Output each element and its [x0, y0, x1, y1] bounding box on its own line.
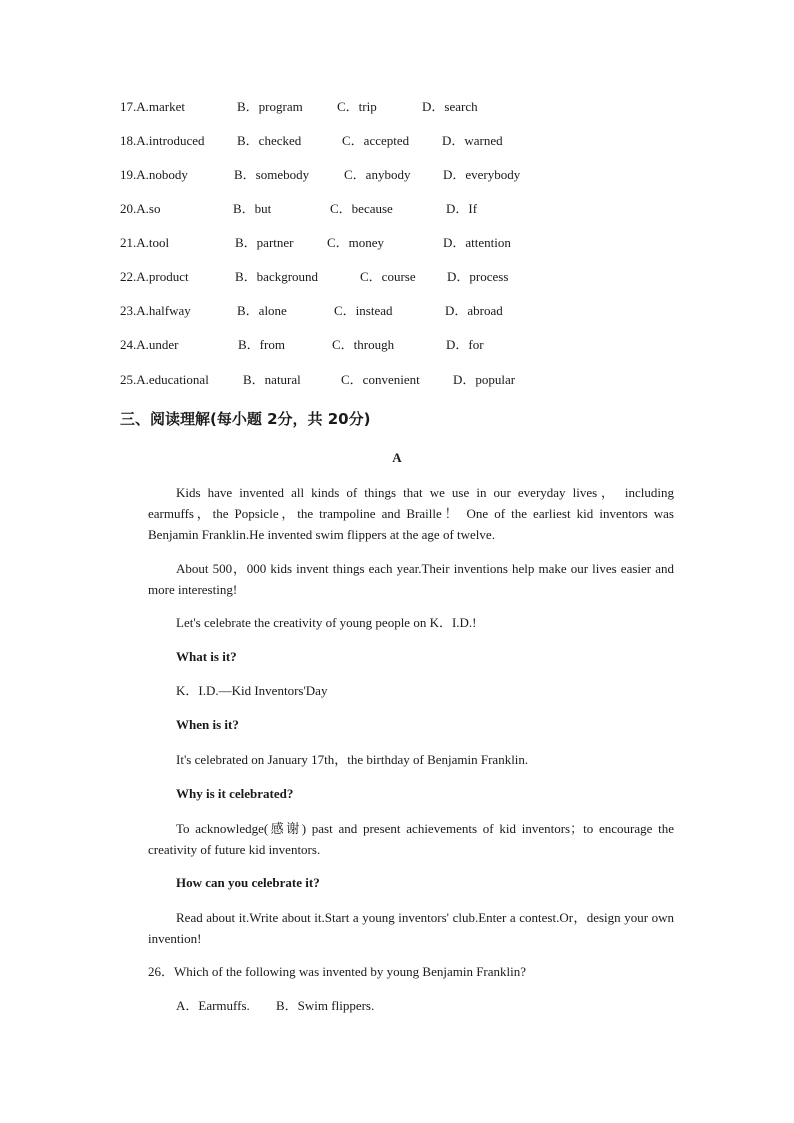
answer-what: K．I.D.—Kid Inventors'Day: [176, 683, 328, 698]
option-c: C．instead: [334, 303, 393, 318]
question-26-option-a: A．Earmuffs.: [176, 998, 250, 1013]
option-c: C．because: [330, 201, 393, 216]
option-d: D．abroad: [445, 303, 503, 318]
option-d: D．everybody: [443, 167, 521, 182]
option-b: B．but: [233, 201, 272, 216]
passage-paragraph-1: Kids have invented all kinds of things that we use in our everyday lives， including earmuffs，the Popsicle，the trampoline and Braille！ One of the earliest kid inventors was Benjamin Franklin.He invented swim flippers at the age of twelve.: [148, 485, 674, 542]
option-d: D．search: [422, 99, 478, 114]
option-b: B．program: [237, 99, 303, 114]
option-a: 25.A.educational: [120, 372, 209, 387]
subheading-how: How can you celebrate it?: [176, 875, 320, 890]
option-b: B．checked: [237, 133, 302, 148]
passage-title: A: [392, 450, 402, 465]
answer-when: It's celebrated on January 17th，the birthday of Benjamin Franklin.: [176, 752, 529, 767]
option-a: 19.A.nobody: [120, 167, 188, 182]
option-b: B．somebody: [234, 167, 310, 182]
option-a: 21.A.tool: [120, 235, 170, 250]
option-d: D．attention: [443, 235, 511, 250]
answer-how: Read about it.Write about it.Start a young inventors' club.Enter a contest.Or，design your own invention!: [148, 910, 674, 946]
option-d: D．popular: [453, 372, 516, 387]
subheading-what: What is it?: [176, 649, 237, 664]
option-a: 22.A.product: [120, 269, 189, 284]
option-a: 18.A.introduced: [120, 133, 205, 148]
option-b: B．background: [235, 269, 319, 284]
option-b: B．partner: [235, 235, 294, 250]
option-c: C．accepted: [342, 133, 410, 148]
question-26-stem: 26．Which of the following was invented by young Benjamin Franklin?: [148, 964, 527, 979]
option-c: C．trip: [337, 99, 377, 114]
passage-paragraph-2: About 500，000 kids invent things each year.Their inventions help make our lives easier and more interesting!: [148, 561, 674, 597]
option-d: D．warned: [442, 133, 503, 148]
option-c: C．course: [360, 269, 416, 284]
option-c: C．money: [327, 235, 385, 250]
subheading-when: When is it?: [176, 717, 239, 732]
option-c: C．through: [332, 337, 395, 352]
passage-paragraph-3: Let's celebrate the creativity of young people on K．I.D.!: [176, 615, 477, 630]
option-a: 23.A.halfway: [120, 303, 191, 318]
option-a: 17.A.market: [120, 99, 185, 114]
option-d: D．If: [446, 201, 478, 216]
option-b: B．natural: [243, 372, 301, 387]
option-c: C．convenient: [341, 372, 420, 387]
question-26-option-b: B．Swim flippers.: [276, 998, 375, 1013]
subheading-why: Why is it celebrated?: [176, 786, 294, 801]
option-a: 24.A.under: [120, 337, 179, 352]
option-d: D．for: [446, 337, 484, 352]
answer-why: To acknowledge(感谢) past and present achievements of kid inventors；to encourage the creativity of future kid inventors.: [148, 821, 674, 857]
section-heading: 三、阅读理解(每小题 2分，共 20分): [120, 410, 371, 428]
option-b: B．from: [238, 337, 285, 352]
option-a: 20.A.so: [120, 201, 161, 216]
option-c: C．anybody: [344, 167, 411, 182]
option-b: B．alone: [237, 303, 287, 318]
option-d: D．process: [447, 269, 509, 284]
